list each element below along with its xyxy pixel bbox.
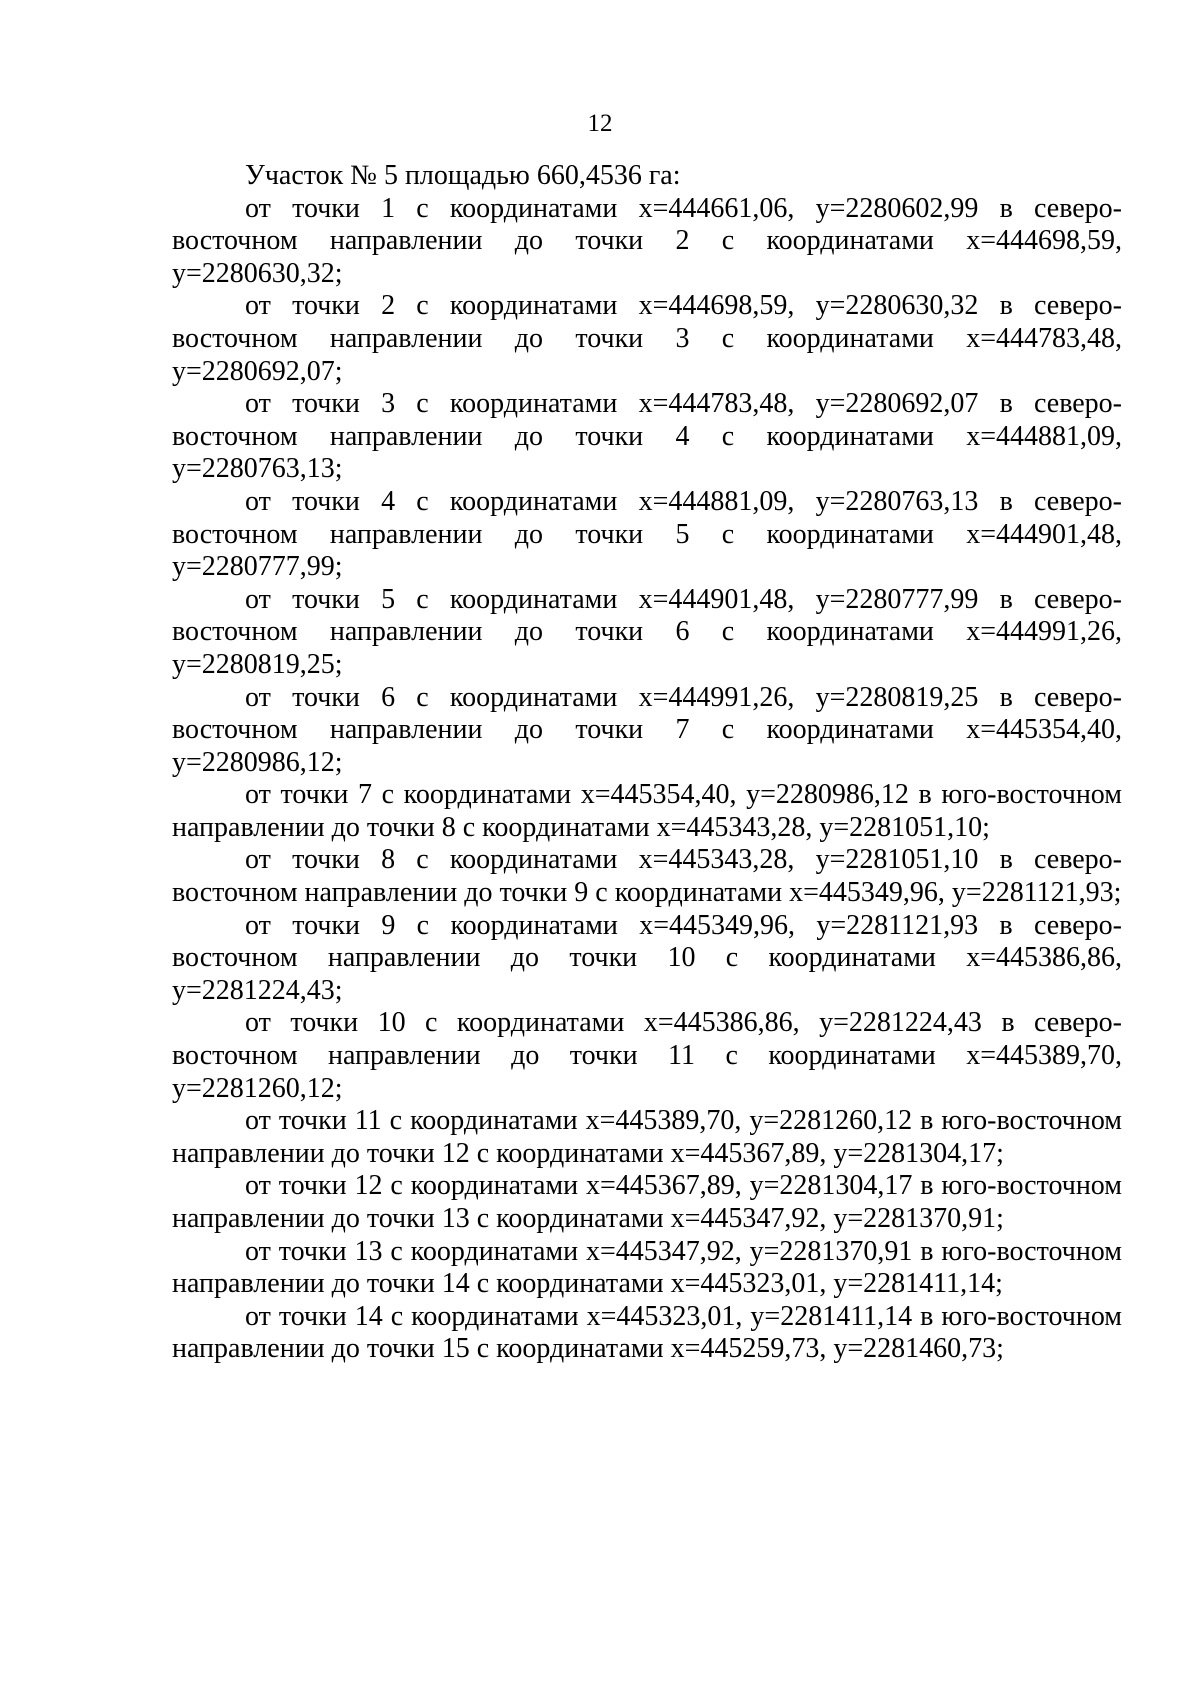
boundary-paragraph-4: от точки 4 с координатами х=444881,09, у=2280763,13 в северо-восточном направлении до точки 5 с координатами х=444901,48, у=2280777,99; [172,485,1122,583]
boundary-paragraph-7: от точки 7 с координатами х=445354,40, у=2280986,12 в юго-восточном направлении до точки 8 с координатами х=445343,28, у=2281051,10; [172,779,1122,843]
document-body [172,160,1122,1366]
boundary-paragraph-6: от точки 6 с координатами х=444991,26, у=2280819,25 в северо-восточном направлении до точки 7 с координатами х=445354,40, у=2280986,12; [172,681,1122,778]
boundary-paragraph-11: от точки 11 с координатами х=445389,70, у=2281260,12 в юго-восточном направлении до точки 12 с координатами х=445367,89, у=2281304,17; [172,1105,1122,1169]
boundary-paragraph-10: от точки 10 с координатами х=445386,86, у=2281224,43 в северо-восточном направлении до точки 11 с координатами х=445389,70, у=2281260,12; [172,1007,1122,1104]
boundary-paragraph-8: от точки 8 с координатами х=445343,28, у=2281051,10 в северо-восточном направлении до точки 9 с координатами х=445349,96, у=2281121,93; [172,844,1122,909]
boundary-paragraph-9: от точки 9 с координатами х=445349,96, у=2281121,93 в северо-восточном направлении до точки 10 с координатами х=445386,86, у=2281224,43; [172,909,1122,1006]
boundary-paragraph-13: от точки 13 с координатами х=445347,92, у=2281370,91 в юго-восточном направлении до точки 14 с координатами х=445323,01, у=2281411,14; [172,1235,1122,1300]
boundary-paragraph-1: от точки 1 с координатами х=444661,06, у=2280602,99 в северо-восточном направлении до точки 2 с координатами х=444698,59, у=2280630,32; [172,192,1122,289]
section-heading: Участок № 5 площадью 660,4536 га: [245,160,681,191]
boundary-paragraph-12: от точки 12 с координатами х=445367,89, у=2281304,17 в юго-восточном направлении до точки 13 с координатами х=445347,92, у=2281370,91; [172,1170,1122,1234]
boundary-paragraph-5: от точки 5 с координатами х=444901,48, у=2280777,99 в северо-восточном направлении до точки 6 с координатами х=444991,26, у=2280819,25; [172,583,1122,680]
page-number: 12 [587,110,613,137]
boundary-paragraph-3: от точки 3 с координатами х=444783,48, у=2280692,07 в северо-восточном направлении до точки 4 с координатами х=444881,09, у=2280763,13; [172,388,1122,485]
boundary-paragraph-14: от точки 14 с координатами х=445323,01, у=2281411,14 в юго-восточном направлении до точки 15 с координатами х=445259,73, у=2281460,73; [172,1300,1122,1365]
boundary-paragraph-2: от точки 2 с координатами х=444698,59, у=2280630,32 в северо-восточном направлении до точки 3 с координатами х=444783,48, у=2280692,07; [172,290,1122,387]
